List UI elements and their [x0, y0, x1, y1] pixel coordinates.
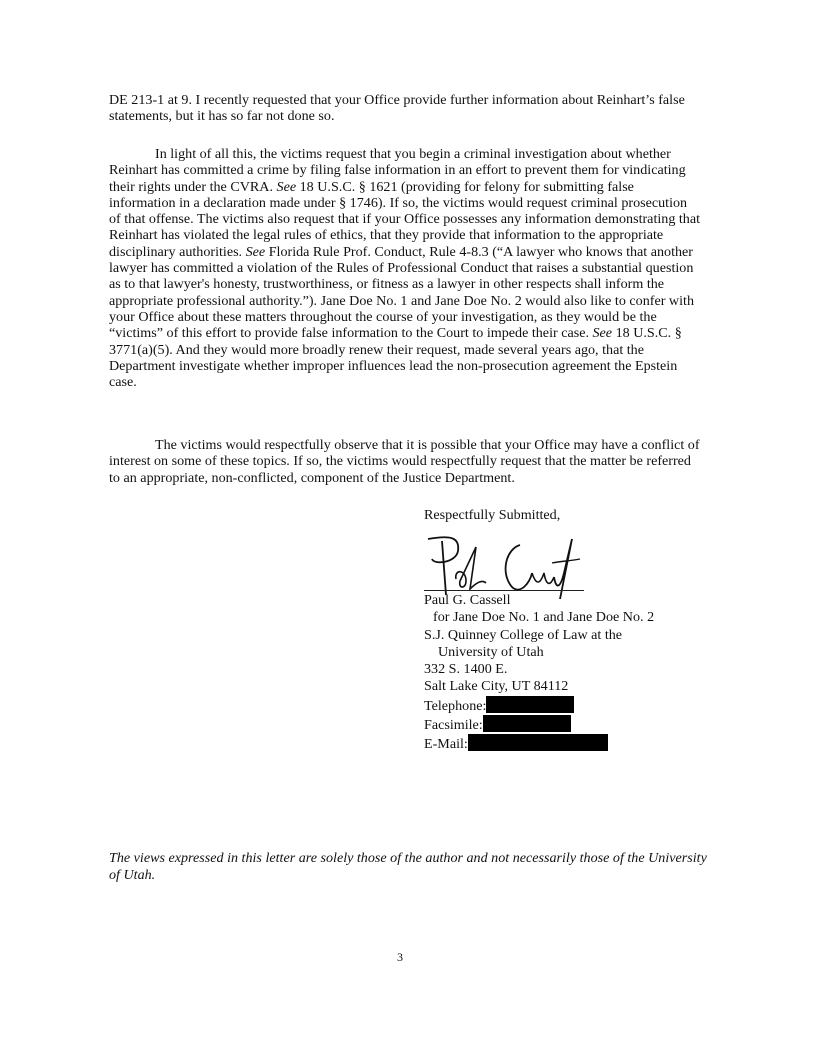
signature-line — [424, 590, 584, 591]
telephone-redaction — [486, 696, 574, 713]
signer-name: Paul G. Cassell — [424, 592, 511, 608]
paragraph-1 — [109, 92, 701, 125]
email-line — [424, 734, 654, 753]
facsimile-redaction — [483, 715, 571, 732]
paragraph-2-text-1: In light of all this, the victims request that you begin a criminal investigation about whether Reinhart has committed a crime by filing false information in an effort to prevent them for vindicating their rights under the CVRA. — [109, 146, 686, 195]
see-citation-3: See — [592, 325, 613, 342]
see-citation-2: See — [245, 243, 266, 260]
signer-org-line-2: University of Utah — [438, 643, 544, 660]
telephone-line — [424, 696, 654, 715]
signer-address-line-1: 332 S. 1400 E. — [424, 661, 508, 678]
signer-address-line-2: Salt Lake City, UT 84112 — [424, 678, 569, 695]
signer-org-line-1: S.J. Quinney College of Law at the — [424, 626, 623, 643]
paragraph-1-text: DE 213-1 at 9. I recently requested that your Office provide further information about Reinhart’s false statements, but it has so far not done so. — [109, 92, 685, 125]
disclaimer — [109, 850, 709, 884]
facsimile-label: Facsimile: — [424, 717, 483, 734]
paragraph-2-text-4: 18 U.S.C. § 3771(a)(5). And they would more broadly renew their request, made several years ago, that the Department investigate whether improper influences lead the non-prosecution agreement the Epstein case. — [109, 325, 682, 391]
paragraph-2-text-3: Florida Rule Prof. Conduct, Rule 4-8.3 (“A lawyer who knows that another lawyer has committed a violation of the Rules of Professional Conduct that raises a substantial question as to that lawyer's honesty, trustworthiness, or fitness as a lawyer in other respects shall inform the appropriate professional authority.”). Jane Doe No. 1 and Jane Doe No. 2 would also like to confer with your Office about these matters throughout the course of your investigation, as they would be the “victims” of this effort to provide false information to the Court to impede their case. — [109, 243, 694, 342]
email-label: E-Mail: — [424, 736, 468, 753]
closing — [424, 507, 560, 524]
closing-text: Respectfully Submitted, — [424, 507, 561, 523]
disclaimer-text: The views expressed in this letter are solely those of the author and not necessarily those of the University of Utah. — [109, 850, 707, 883]
paragraph-2 — [109, 146, 701, 390]
facsimile-line — [424, 715, 654, 734]
paragraph-2-text-2: 18 U.S.C. § 1621 (providing for felony for submitting false information in a declaration made under § 1746). If so, the victims would request criminal prosecution of that offense. The victims also request that if your Office possesses any information demonstrating that Reinhart has violated the legal rules of ethics, that they provide that information to the appropriate disciplinary authorities. — [109, 178, 701, 260]
paragraph-3 — [109, 437, 701, 486]
signer-block — [424, 592, 654, 754]
telephone-label: Telephone: — [424, 697, 487, 714]
paragraph-3-text: The victims would respectfully observe that it is possible that your Office may have a conflict of interest on some of these topics. If so, the victims would respectfully request that the matter be referred to an appropriate, non-conflicted, component of the Justice Department. — [109, 437, 700, 486]
email-redaction — [468, 734, 608, 751]
page-number: 3 — [397, 950, 403, 964]
see-citation-1: See — [276, 178, 297, 195]
signer-for-line: for Jane Doe No. 1 and Jane Doe No. 2 — [433, 609, 655, 626]
